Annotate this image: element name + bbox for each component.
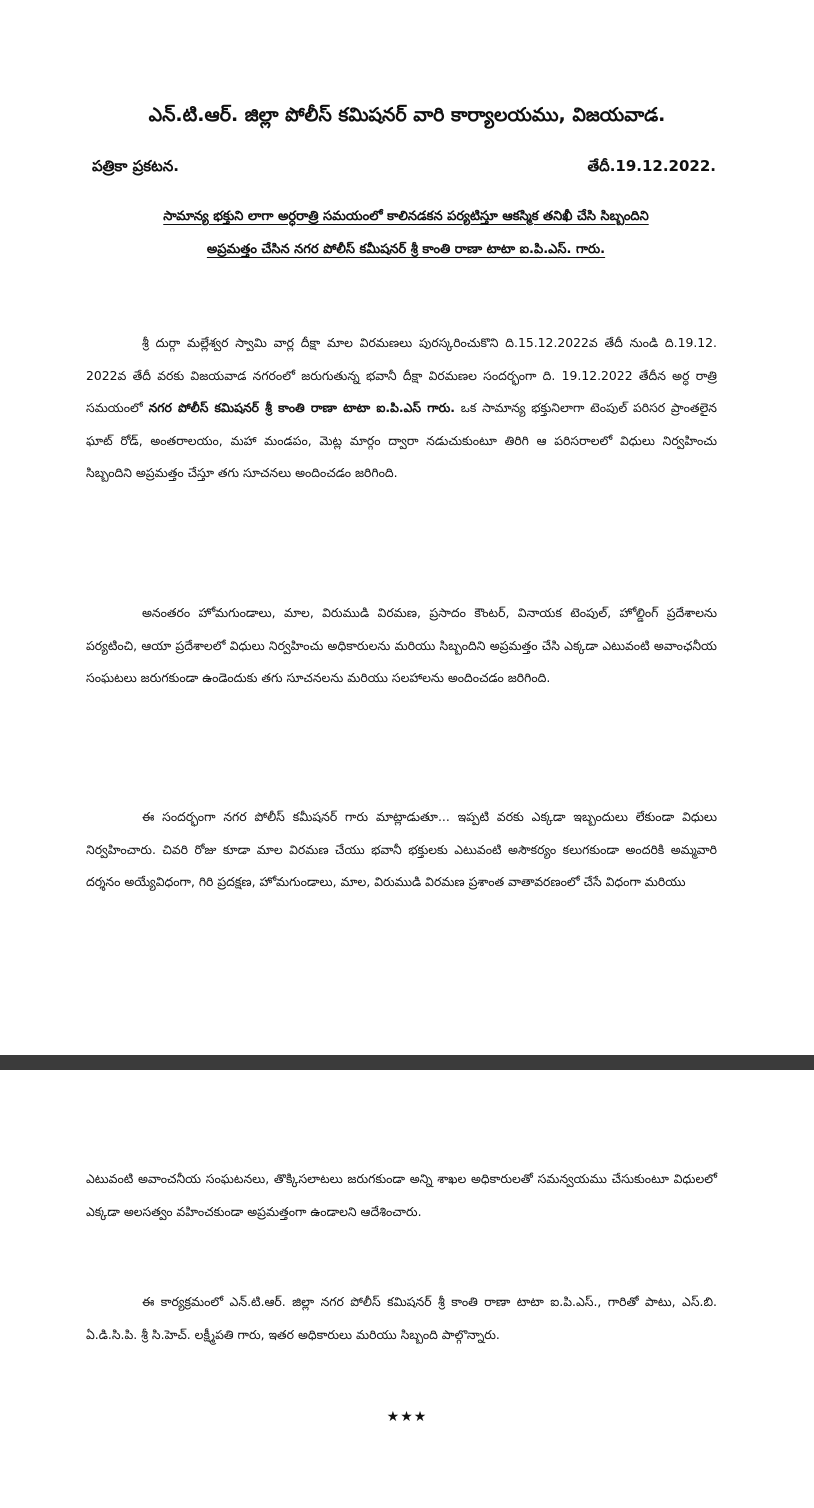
paragraph-1-bold: నగర పోలీస్ కమిషనర్ శ్రీ కాంతి రాణా టాటా ఐ.పి.ఎస్ గారు. bbox=[148, 400, 456, 415]
paragraph-5 bbox=[86, 1286, 717, 1351]
paragraph-3-text: ఈ సందర్భంగా నగర పోలీస్ కమీషనర్ గారు మాట్లాడుతూ... ఇప్పటి వరకు ఎక్కడా ఇబ్బందులు లేకుండా విధులు నిర్వహించారు. చివరి రోజు కూడా మాల విరమణ చేయు భవానీ భక్తులకు ఎటువంటి అసౌకర్యం కలుగకుండా అందరికి అమ్మవారి దర్శనం అయ్యేవిధంగా, గిరి ప్రదక్షణ, హోమగుండాలు, మాల, విరుముడి విరమణ ప్రశాంత వాతావరణంలో చేసే విధంగా మరియు bbox=[86, 809, 717, 889]
subheading-line-2: అప్రమత్తం చేసిన నగర పోలీస్ కమీషనర్ శ్రీ కాంతి రాణా టాటా ఐ.పి.ఎస్. గారు. bbox=[206, 242, 606, 257]
paragraph-4-text: ఎటువంటి అవాంచనీయ సంఘటనలు, తొక్కిసలాటలు జరుగకుండా అన్ని శాఖల అధికారులతో సమన్వయము చేసుకుంటూ విధులలో ఎక్కడా అలసత్వం వహించకుండా అప్రమత్తంగా ఉండాలని ఆదేశించారు. bbox=[86, 1171, 717, 1219]
subheading-line-1: సామాన్య భక్తుని లాగా అర్ధరాత్రి సమయంలో కాలినడకన పర్యటిస్తూ ఆకస్మిక తనిఖీ చేసి సిబ్బందిని bbox=[163, 209, 649, 224]
paragraph-1-text-b: ఒక సామాన్య భక్తునిలాగా టెంపుల్ పరిసర ప్రాంతలైన ఘాట్ రోడ్, అంతరాలయం, మహా మండపం, మెట్ల మార్గం ద్వారా నడుచుకుంటూ తిరిగి ఆ పరిసరాలలో విధులు నిర్వహించు సిబ్బందిని అప్రమత్తం చేస్తూ తగు సూచనలు అందించడం జరిగింది. bbox=[86, 400, 717, 480]
page-divider bbox=[0, 1055, 814, 1071]
paragraph-2 bbox=[86, 597, 717, 695]
office-heading: ఎన్.టి.ఆర్. జిల్లా పోలీస్ కమిషనర్ వారి కార్యాలయము, విజయవాడ. bbox=[148, 104, 666, 126]
paragraph-1 bbox=[86, 327, 717, 490]
paragraph-1-text-a: శ్రీ దుర్గా మల్లేశ్వర స్వామి వార్ల దీక్షా మాల విరమణలు పురస్కరించుకొని ది.15.12.2022వ తేదీ నుండి ది.19.12. 2022వ తేదీ వరకు విజయవాడ నగరంలో జరుగుతున్న భవానీ దీక్షా విరమణల సందర్భంగా ది. 19.12.2022 తేదీన అర్ధ రాత్రి సమయంలో bbox=[86, 335, 717, 415]
paragraph-3 bbox=[86, 801, 717, 899]
end-stars: ★★★ bbox=[386, 1409, 428, 1425]
paragraph-2-text: అనంతరం హోమగుండాలు, మాల, విరుముడి విరమణ, ప్రసాదం కౌంటర్, వినాయక టెంపుల్, హోల్డింగ్ ప్రదేశాలను పర్యటించి, ఆయా ప్రదేశాలలో విధులు నిర్వహించు అధికారులను మరియు సిబ్బందిని అప్రమత్తం చేసి ఎక్కడా ఎటువంటి అవాంఛనీయ సంఘటలు జరుగకుండా ఉండెందుకు తగు సూచనలను మరియు సలహాలను అందించడం జరిగింది. bbox=[86, 605, 717, 685]
release-date: తేదీ.19.12.2022. bbox=[587, 157, 716, 175]
subheading bbox=[102, 200, 710, 266]
paragraph-4 bbox=[86, 1163, 717, 1228]
press-release-label: పత్రికా ప్రకటన. bbox=[92, 157, 179, 175]
paragraph-5-text: ఈ కార్యక్రమంలో ఎన్.టి.ఆర్. జిల్లా నగర పోలీస్ కమిషనర్ శ్రీ కాంతి రాణా టాటా ఐ.పి.ఎస్., గారితో పాటు, ఎస్.బి. ఏ.డి.సి.పి. శ్రీ సి.హెచ్. లక్ష్మీపతి గారు, ఇతర అధికారులు మరియు సిబ్బంది పాల్గొన్నారు. bbox=[86, 1294, 717, 1342]
